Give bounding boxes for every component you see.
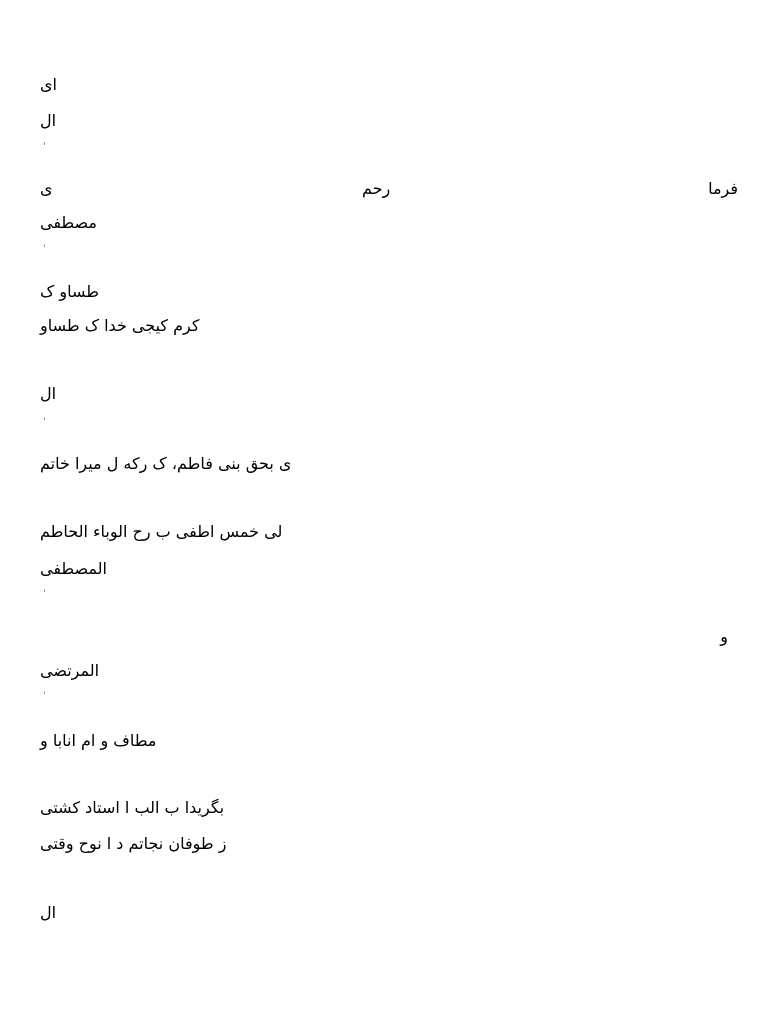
- text-line: بگریدا ب الب ا استاد کشتی: [40, 798, 225, 817]
- diacritic-mark: ˈ: [43, 417, 46, 428]
- text-line: ی بحق بنی فاطم، ک رکه ل میرا خاتم: [40, 454, 292, 473]
- text-line: مطاف و ام انابا و: [40, 731, 157, 750]
- diacritic-mark: ˈ: [43, 244, 46, 255]
- text-line: لی خمس اطفی ب رح الوباء الحاطم: [40, 522, 283, 541]
- text-line: مصطفی: [40, 213, 97, 232]
- text-line: کرم کیجی خدا ک طساو: [40, 316, 200, 335]
- spread-word-left: ی: [40, 179, 53, 198]
- diacritic-mark: ˈ: [43, 142, 46, 153]
- text-line: ای: [40, 75, 57, 94]
- text-line: طساو ک: [40, 282, 100, 301]
- text-line: ال: [40, 903, 57, 922]
- spread-word-middle: رحم: [362, 179, 391, 198]
- text-line: ال: [40, 384, 57, 403]
- text-line: المرتضی: [40, 661, 100, 680]
- text-line: ز طوفان نجاتم د ا نوح وقتی: [40, 834, 227, 853]
- spread-text-line: [40, 179, 738, 199]
- text-line: و: [720, 627, 728, 646]
- diacritic-mark: ˈ: [43, 691, 46, 702]
- spread-word-right: فرما: [708, 179, 738, 198]
- text-line: ال: [40, 111, 57, 130]
- diacritic-mark: ˈ: [43, 589, 46, 600]
- text-line: المصطفی: [40, 559, 107, 578]
